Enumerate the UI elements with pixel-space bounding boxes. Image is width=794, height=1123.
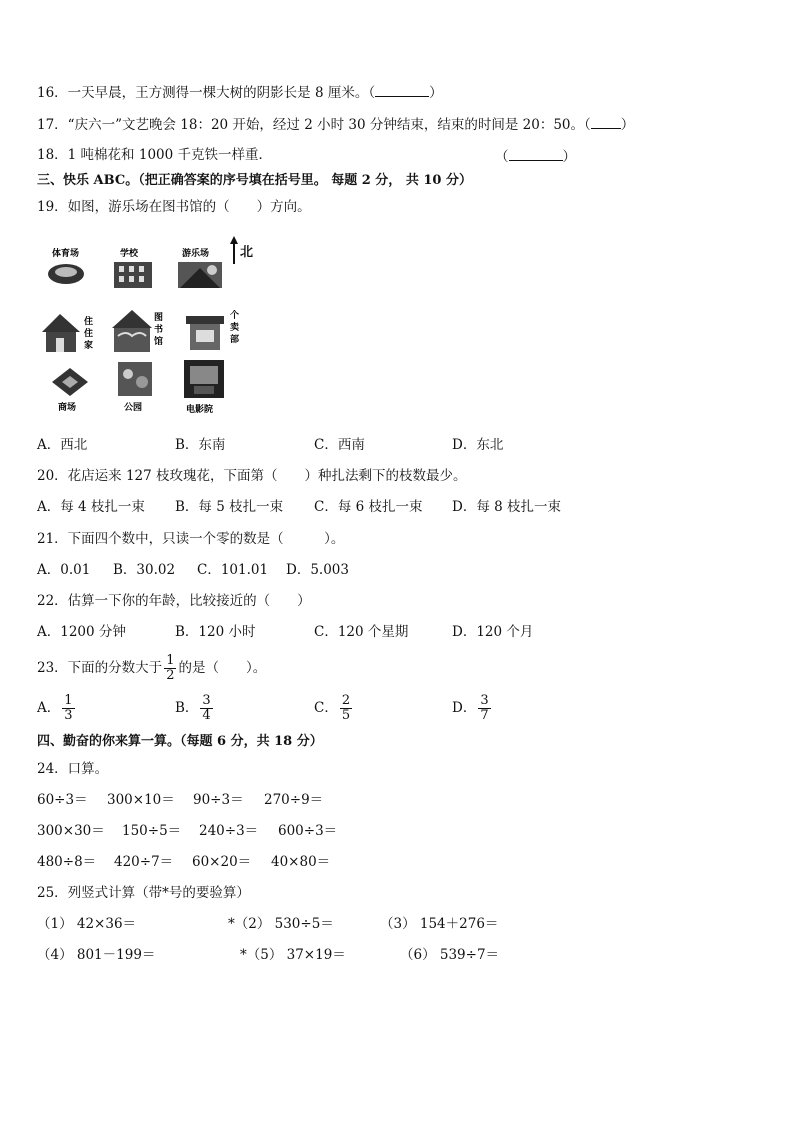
library-label-2: 书 (154, 325, 164, 335)
q23-c-denominator: 5 (341, 708, 351, 723)
north-arrow-icon (230, 236, 253, 264)
vertical-calc-1: （1） 42×36＝ (37, 916, 137, 932)
amusement-park-label: 游乐场 (182, 249, 210, 259)
q21-option-c[interactable]: C．101.01 (197, 562, 269, 578)
section-4-heading: 四、勤奋的你来算一算。（每题 6 分，共 18 分） (37, 734, 323, 749)
q23-option-a-label: A． (37, 700, 61, 716)
amusement-park-icon (178, 247, 222, 288)
oral-calc-1-3: 90÷3＝ (193, 792, 244, 808)
question-23-text-after: 的是（ ）。 (178, 660, 267, 676)
park-label: 公园 (124, 403, 143, 413)
q19-option-d[interactable]: D．东北 (452, 437, 504, 453)
stadium-icon (48, 247, 84, 284)
question-18-text: 18．1 吨棉花和 1000 千克铁一样重． (37, 147, 272, 163)
oral-calc-2-4: 600÷3＝ (278, 823, 338, 839)
answer-blank-18[interactable] (509, 146, 563, 161)
q23-option-d[interactable] (452, 692, 493, 724)
question-21-text: 21．下面四个数中，只读一个零的数是（ ）。 (37, 531, 345, 547)
question-18-answer (495, 146, 576, 166)
mall-label: 商场 (58, 403, 77, 413)
q23-option-c-label: C． (314, 700, 338, 716)
oral-calc-2-3: 240÷3＝ (199, 823, 259, 839)
cinema-label: 电影院 (186, 405, 214, 415)
section-3-heading: 三、快乐 ABC。（把正确答案的序号填在括号里。 每题 2 分， 共 10 分） (37, 173, 472, 188)
shop-label-2: 卖 (230, 323, 240, 333)
q19-option-b[interactable]: B．东南 (175, 437, 226, 453)
oral-calc-2-2: 150÷5＝ (122, 823, 182, 839)
oral-calc-3-1: 480÷8＝ (37, 854, 97, 870)
home-icon (42, 314, 93, 352)
school-icon (114, 247, 152, 288)
oral-calc-3-4: 40×80＝ (271, 854, 331, 870)
cinema-icon (184, 360, 224, 415)
shop-icon (186, 309, 239, 350)
question-16-text: 16．一天早晨，王方测得一棵大树的阴影长是 8 厘米。（ (37, 85, 376, 101)
q22-option-a[interactable]: A．1200 分钟 (37, 624, 126, 640)
oral-calc-1-4: 270÷9＝ (264, 792, 324, 808)
q23-option-b-label: B． (175, 700, 199, 716)
vertical-calc-5: *（5） 37×19＝ (240, 947, 346, 963)
question-16 (37, 82, 443, 102)
question-18-open: （ (495, 149, 509, 165)
question-19-text: 19．如图，游乐场在图书馆的（ ）方向。 (37, 199, 311, 215)
half-numerator: 1 (166, 653, 175, 668)
q23-option-b-fraction (200, 694, 212, 723)
school-label: 学校 (120, 249, 139, 259)
question-18 (37, 146, 272, 164)
oral-calc-1-2: 300×10＝ (107, 792, 175, 808)
question-16-close: ） (429, 85, 443, 101)
mall-icon (52, 368, 88, 413)
q23-c-numerator: 2 (341, 693, 351, 708)
q19-option-a[interactable]: A．西北 (37, 437, 88, 453)
q23-option-c-fraction (340, 694, 352, 723)
question-18-close: ） (562, 149, 576, 165)
q23-a-denominator: 3 (64, 708, 73, 723)
vertical-calc-4: （4） 801－199＝ (37, 947, 156, 963)
q21-option-b[interactable]: B．30.02 (113, 562, 176, 578)
q23-d-denominator: 7 (480, 708, 489, 723)
q23-option-a[interactable] (37, 692, 77, 724)
q23-option-b[interactable] (175, 692, 215, 724)
question-24-title: 24．口算。 (37, 761, 109, 777)
question-23-text-before: 23．下面的分数大于 (37, 660, 163, 676)
home-label-2: 住 (84, 329, 94, 339)
q22-option-d[interactable]: D．120 个月 (452, 624, 534, 640)
q22-option-b[interactable]: B．120 小时 (175, 624, 256, 640)
question-23 (37, 652, 266, 684)
q23-option-a-fraction (62, 694, 74, 723)
question-25-title: 25．列竖式计算（带*号的要验算） (37, 885, 250, 901)
answer-blank-17[interactable] (591, 114, 621, 129)
oral-calc-2-1: 300×30＝ (37, 823, 105, 839)
shop-label-1: 个 (230, 311, 240, 321)
question-20-text: 20．花店运来 127 枝玫瑰花，下面第（ ）种扎法剩下的枝数最少。 (37, 468, 467, 484)
half-denominator: 2 (166, 668, 175, 683)
q20-option-d[interactable]: D．每 8 枝扎一束 (452, 499, 561, 515)
q19-option-c[interactable]: C．西南 (314, 437, 365, 453)
q22-option-c[interactable]: C．120 个星期 (314, 624, 409, 640)
stadium-label: 体育场 (52, 249, 80, 259)
question-22-text: 22．估算一下你的年龄，比较接近的（ ） (37, 593, 311, 609)
direction-map (40, 232, 260, 422)
home-label-3: 家 (84, 341, 94, 351)
vertical-calc-6: （6） 539÷7＝ (400, 947, 500, 963)
vertical-calc-3: （3） 154＋276＝ (380, 916, 499, 932)
q20-option-b[interactable]: B．每 5 枝扎一束 (175, 499, 284, 515)
q20-option-c[interactable]: C．每 6 枝扎一束 (314, 499, 423, 515)
park-icon (118, 362, 152, 413)
vertical-calc-2: *（2） 530÷5＝ (228, 916, 334, 932)
north-label: 北 (240, 245, 254, 260)
q23-a-numerator: 1 (64, 693, 73, 708)
q23-option-c[interactable] (314, 692, 354, 724)
q23-option-d-label: D． (452, 700, 477, 716)
library-label-3: 馆 (154, 337, 164, 347)
library-label-1: 图 (154, 313, 164, 323)
oral-calc-1-1: 60÷3＝ (37, 792, 88, 808)
shop-label-3: 部 (230, 335, 240, 345)
home-label-1: 住 (84, 317, 94, 327)
fraction-one-half (164, 654, 176, 683)
answer-blank-16[interactable] (375, 82, 429, 97)
q23-b-numerator: 3 (202, 693, 211, 708)
q21-option-d[interactable]: D．5.003 (286, 562, 349, 578)
q23-b-denominator: 4 (202, 708, 211, 723)
q21-option-a[interactable]: A．0.01 (37, 562, 91, 578)
oral-calc-3-3: 60×20＝ (192, 854, 252, 870)
question-17-close: ） (620, 117, 635, 133)
q23-option-d-fraction (478, 694, 490, 723)
oral-calc-3-2: 420÷7＝ (114, 854, 174, 870)
q20-option-a[interactable]: A．每 4 枝扎一束 (37, 499, 145, 515)
question-17 (37, 114, 634, 134)
library-icon (112, 310, 164, 352)
question-17-text: 17．“庆六一”文艺晚会 18：20 开始，经过 2 小时 30 分钟结束，结束的时间是 20：50。（ (37, 117, 591, 133)
q23-d-numerator: 3 (480, 693, 489, 708)
